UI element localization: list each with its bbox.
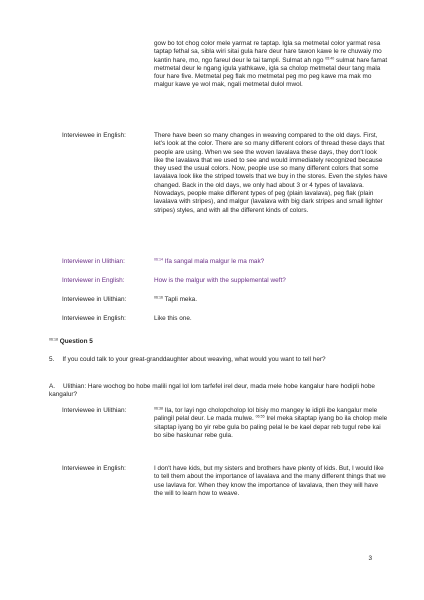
- interviewee-english-entry-3: [62, 465, 388, 515]
- continuation-text-2: sulmat hare famat metmetal deur le ngang igula yathkawe, igla sa cholop metmetal deur tang mala four hare five. Metmetal peg flak mo metmetal peg mo peg kawe ma mak mo malgur kawe ye wol mak, ngali metmetal dulol mwol.: [154, 56, 388, 89]
- interviewer-ulithian-text: Ifa sangal mala malgur le ma mak?: [164, 258, 265, 265]
- speaker-label: Interviewee in English:: [62, 315, 126, 322]
- question-title: Question 5: [59, 338, 93, 345]
- timestamp-0540: 05:40: [325, 56, 335, 61]
- interviewer-ulithian-entry: [62, 258, 388, 268]
- page-number: 3: [368, 555, 372, 562]
- timestamp-0614: 06:14: [154, 257, 163, 262]
- interviewee-ulithian-text-2b: Irel meka sitaptap iyang bo ila cholop mele sitaptap iyang bo yir rebe gula bo paling pelal le be kael depar reb tugul rebe kai bo sibe haskunar rebe gula.: [154, 415, 388, 439]
- timestamp-0616: 06:16: [154, 295, 163, 300]
- speaker-label: Interviewee in English:: [62, 465, 126, 472]
- interviewee-ulithian-text-2a: Ila, tor layi ngo cholopcholop lol bisiy mo mangey le idipli ibe kangalur mele palingil pelal deur. Le mada mulwe.: [154, 407, 378, 423]
- timestamp-0638: 06:38: [154, 406, 163, 411]
- interviewee-english-entry-2: [62, 315, 388, 325]
- interviewee-ulithian-entry-1: [62, 296, 388, 306]
- interviewer-english-entry: [62, 277, 388, 287]
- interviewee-ulithian-text-1: Tapli meka.: [164, 296, 197, 303]
- interviewer-english-text: How is the malgur with the supplemental weft?: [154, 277, 286, 284]
- question-5-text: [49, 356, 389, 364]
- answer-a-text: Ulithian: Hare wochog bo hobe malili ngal lol lom tarfefel irel deur, mada mele hobe kangalur hare hodipli hobe kangalur?: [49, 383, 375, 399]
- ulithian-continuation-paragraph: [154, 40, 388, 90]
- question-number: 5.: [49, 356, 55, 363]
- interviewee-english-text-1: There have been so many changes in weaving compared to the old days. First, let's look at the color. There are so many different colors of thread these days that people are using. When we see the woven lavalava these days, they don't look like the lavalava that we used to see and would immediately recognized because they used the usual colors. Now, people use so many different colors that some lavalava look like the striped towels that we buy in the stores. Even the styles have changed. Back in the old days, we only had about 3 or 4 types of lavalava. Nowadays, people make different types of peg (plain lavalava), peg flak (plain lavalava with stripes), and malgur (lavalava with big dark stripes and small lighter stripes) styles, and with all the different kinds of colors.: [154, 132, 388, 214]
- answer-a-paragraph: [49, 383, 389, 400]
- timestamp-0655: 06:55: [255, 415, 265, 419]
- answer-prefix: A.: [49, 383, 56, 390]
- question-heading: [49, 338, 349, 346]
- speaker-label: Interviewer in Ulithian:: [62, 258, 125, 265]
- interviewee-english-entry-1: [62, 132, 388, 252]
- speaker-label: Interviewee in Ulithian:: [62, 407, 127, 414]
- speaker-label: Interviewer in English:: [62, 277, 125, 284]
- speaker-label: Interviewee in Ulithian:: [62, 296, 127, 303]
- continuation-text-1: gow bo tot chog color mele yarmat re taptap. Igla sa metmetal color yarmat resa taptap fethal sa, sibla wiri sitai gula hare deur hare tawon kawe le re chuwaiy mo kantin hare, mo, ngo fareul deur le tai tampli. Sulmat ah ngo: [154, 40, 382, 64]
- interviewee-english-text-3: I don't have kids, but my sisters and brothers have plenty of kids. But, I would like to tell them about the importance of lavalava and the many different things that we use lavlava for. When they know the importance of lavalava, then they will have the will to learn how to weave.: [154, 465, 386, 497]
- timestamp-0618: 06:18: [49, 337, 58, 342]
- speaker-label: Interviewee in English:: [62, 132, 126, 139]
- question-body: If you could talk to your great-granddaughter about weaving, what would you want to tell her?: [62, 356, 326, 363]
- interviewee-ulithian-entry-2: [62, 407, 388, 457]
- interviewee-english-text-2: Like this one.: [154, 315, 192, 322]
